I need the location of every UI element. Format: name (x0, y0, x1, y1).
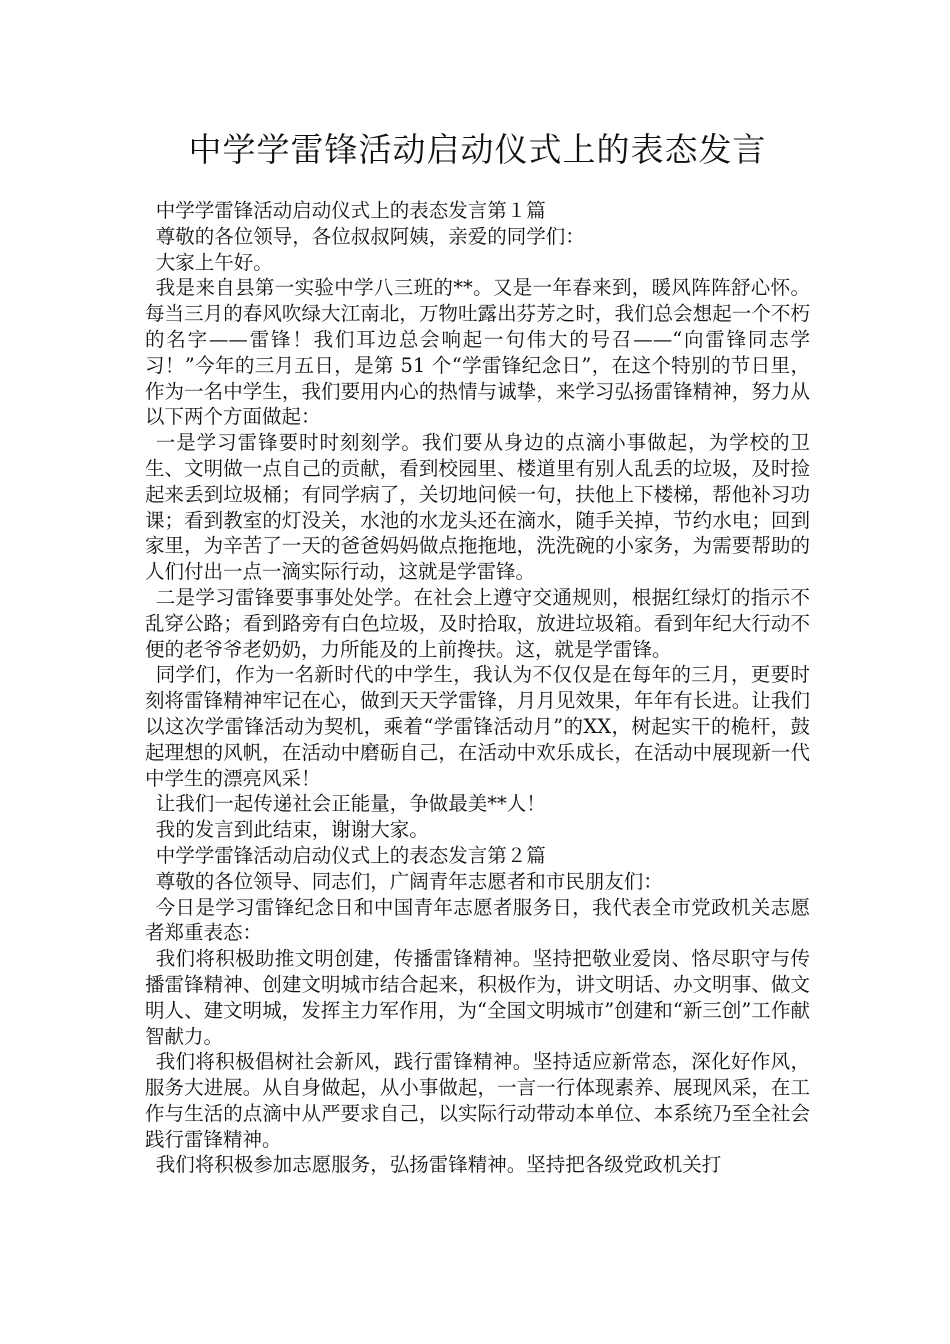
document-title: 中学学雷锋活动启动仪式上的表态发言 (188, 130, 767, 169)
paragraph: 我们将积极参加志愿服务，弘扬雷锋精神。坚持把各级党政机关打 (155, 1153, 722, 1177)
paragraph: 二是学习雷锋要事事处处学。在社会上遵守交通规则，根据红绿灯的指示不乱穿公路；看到路旁有白色垃圾，及时拾取，放进垃圾箱。看到年纪大行动不便的老爷爷老奶奶，力所能及的上前搀扶。这，就是学雷锋。 (145, 585, 810, 661)
section-heading-1: 中学学雷锋活动启动仪式上的表态发言第１篇 (155, 199, 546, 222)
paragraph: 今日是学习雷锋纪念日和中国青年志愿者服务日，我代表全市党政机关志愿者郑重表态： (145, 895, 810, 945)
greeting: 大家上午好。 (155, 250, 273, 274)
paragraph: 我们将积极助推文明创建，传播雷锋精神。坚持把敬业爱岗、恪尽职守与传播雷锋精神、创建文明城市结合起来，积极作为，讲文明话、办文明事、做文明人、建文明城，发挥主力军作用，为“全国文明城市”创建和“新三创”工作献智献力。 (145, 947, 810, 1048)
paragraph: 同学们，作为一名新时代的中学生，我认为不仅仅是在每年的三月，更要时刻将雷锋精神牢记在心，做到天天学雷锋，月月见效果，年年有长进。让我们以这次学雷锋活动为契机，乘着“学雷锋活动月”的XX，树起实干的桅杆，鼓起理想的风帆，在活动中磨砺自己，在活动中欢乐成长，在活动中展现新一代中学生的漂亮风采！ (145, 663, 810, 790)
closing-line: 我的发言到此结束，谢谢大家。 (155, 818, 429, 842)
paragraph: 一是学习雷锋要时时刻刻学。我们要从身边的点滴小事做起，为学校的卫生、文明做一点自己的贡献，看到校园里、楼道里有别人乱丢的垃圾，及时捡起来丢到垃圾桶；有同学病了，关切地问候一句，扶他上下楼梯，帮他补习功课；看到教室的灯没关，水池的水龙头还在滴水，随手关掉，节约水电；回到家里，为辛苦了一天的爸爸妈妈做点拖拖地，洗洗碗的小家务，为需要帮助的人们付出一点一滴实际行动，这就是学雷锋。 (145, 431, 810, 584)
document-body (145, 198, 810, 1178)
document-page (145, 0, 810, 1178)
salutation-2: 尊敬的各位领导、同志们，广阔青年志愿者和市民朋友们： (155, 869, 663, 893)
salutation-1: 尊敬的各位领导，各位叔叔阿姨，亲爱的同学们： (155, 224, 585, 248)
paragraph: 让我们一起传递社会正能量，争做最美**人！ (155, 792, 546, 816)
paragraph: 我们将积极倡树社会新风，践行雷锋精神。坚持适应新常态，深化好作风，服务大进展。从自身做起，从小事做起，一言一行体现素养、展现风采，在工作与生活的点滴中从严要求自己，以实际行动带动本单位、本系统乃至全社会践行雷锋精神。 (145, 1050, 810, 1151)
section-heading-2: 中学学雷锋活动启动仪式上的表态发言第２篇 (155, 843, 546, 867)
paragraph: 我是来自县第一实验中学八三班的**。又是一年春来到，暖风阵阵舒心怀。每当三月的春风吹绿大江南北，万物吐露出芬芳之时，我们总会想起一个不朽的名字——雷锋！我们耳边总会响起一句伟大的号召——“向雷锋同志学习！”今年的三月五日，是第 51 个“学雷锋纪念日”，在这个特别的节日里，作为一名中学生，我们要用内心的热情与诚挚，来学习弘扬雷锋精神，努力从以下两个方面做起： (145, 276, 810, 429)
